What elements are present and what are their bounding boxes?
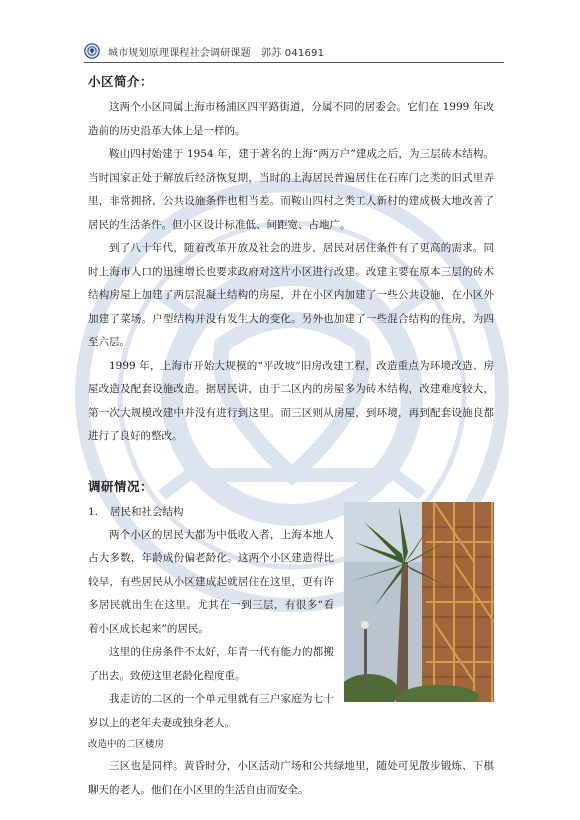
survey-paragraph-4: 三区也是同样。黄昏时分，小区活动广场和公共绿地里，随处可见散步锻炼、下棋聊天的老人。他们在小区里的生活自由而安全。 xyxy=(88,760,494,796)
intro-paragraph-1: 这两个小区同属上海市杨浦区四平路街道，分属不同的居委会。它们在 1999 年改造前的历史沿革大体上是一样的。 xyxy=(88,101,494,137)
intro-heading: 小区简介： xyxy=(88,74,154,89)
university-logo-icon xyxy=(84,43,100,59)
survey-heading: 调研情况： xyxy=(88,478,154,494)
page-header xyxy=(84,40,504,63)
document-body xyxy=(88,72,494,802)
survey-paragraph-2: 这里的住房条件不太好，年青一代有能力的都搬了出去。致使这里老龄化程度重。 xyxy=(88,646,334,682)
survey-paragraph-3: 我走访的二区的一个单元里就有三户家庭为七十岁以上的老年夫妻或独身老人。 xyxy=(88,693,334,729)
photo-caption: 改造中的二区楼房 xyxy=(88,739,165,750)
intro-paragraph-4: 1999 年，上海市开始大规模的“平改坡”旧房改建工程，改造重点为环境改造、房屋改造及配套设施改造。据居民讲，由于二区内的房屋多为砖木结构，改建难度较大，第一次大规模改建中并没有进行到这里。而三区则从房屋，到环境，再到配套设施良都进行了良好的整改。 xyxy=(88,359,494,442)
building-renovation-photo xyxy=(344,502,494,702)
intro-paragraph-3: 到了八十年代，随着改革开放及社会的进步，居民对居住条件有了更高的需求。同时上海市人口的迅速增长也要求政府对这片小区进行改建。改建主要在原本三层的砖木结构房屋上加建了两层混凝土结构的房屋，并在小区内加建了一些公共设施，在小区外加建了菜场。户型结构并没有发生大的变化。另外也加建了一些混合结构的住房，为四至六层。 xyxy=(88,242,494,348)
intro-paragraph-2: 鞍山四村始建于 1954 年，建于著名的上海“两万户”建成之后，为三层砖木结构。当时国家正处于解放后经济恢复期，当时的上海居民普遍居住在石库门之类的旧式里弄里，非常拥挤，公共设施条件也相当差。而鞍山四村之类工人新村的建成极大地改善了居民的生活条件。但小区设计标准低、间距宽、占地广。 xyxy=(88,148,494,231)
survey-item-title: 居民和社会结构 xyxy=(110,505,184,518)
survey-paragraph-1: 两个小区的居民大都为中低收入者，上海本地人占大多数，年龄成份偏老龄化。这两个小区建造得比较早，有些居民从小区建成起就居住在这里，更有许多居民就出生在这里。尤其在一到三层，有很多“看着小区成长起来”的居民。 xyxy=(88,528,334,635)
header-title: 城市规划原理课程社会调研课题 郭苏 041691 xyxy=(108,47,325,59)
survey-item-number: 1. xyxy=(88,505,99,518)
